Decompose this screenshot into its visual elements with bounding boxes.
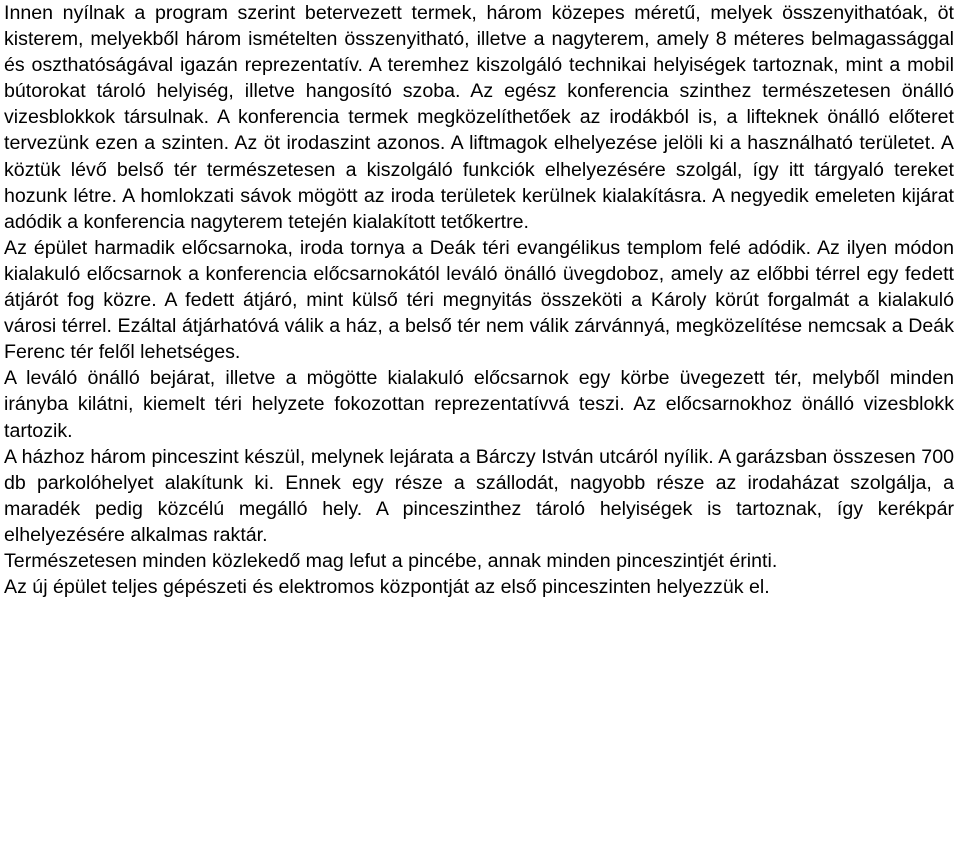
paragraph-conference-and-office-levels: Innen nyílnak a program szerint betervezett termek, három közepes méretű, melyek összenyithatóak, öt kisterem, melyekből három ismételten összenyitható, illetve a nagyterem, amely 8 méteres belmagassággal és oszthatóságával igazán reprezentatív. A teremhez kiszolgáló technikai helyiségek tartoznak, mint a mobil bútorokat tároló helyiség, illetve hangosító szoba. Az egész konferencia szinthez természetesen önálló vizesblokkok társulnak. A konferencia termek megközelíthetőek az irodákból is, a lifteknek önálló előteret tervezünk ezen a szinten. Az öt irodaszint azonos. A liftmagok elhelyezése jelöli ki a használható területet. A köztük lévő belső tér természetesen a kiszolgáló funkciók elhelyezésére szolgál, így itt tárgyaló tereket hozunk létre. A homlokzati sávok mögött az iroda területek kerülnek kialakításra. A negyedik emeleten kijárat adódik a konferencia nagyterem tetején kialakított tetőkertre.: [4, 2, 954, 233]
paragraph-basement-garage: A házhoz három pinceszint készül, melynek lejárata a Bárczy István utcáról nyílik. A garázsban összesen 700 db parkolóhelyet alakítunk ki. Ennek egy része a szállodát, nagyobb része az irodaházat szolgálja, a maradék pedig közcélú megálló hely. A pinceszinthez tároló helyiségek is tartoznak, így kerékpár elhelyezésére alkalmas raktár.: [4, 445, 954, 546]
paragraph-separate-entrance: A leváló önálló bejárat, illetve a mögötte kialakuló előcsarnok egy körbe üvegezett tér, melyből minden irányba kilátni, kiemelt téri helyzete fokozottan reprezentatívvá teszi. Az előcsarnokhoz önálló vizesblokk tartozik.: [4, 367, 954, 442]
paragraph-third-lobby: Az épület harmadik előcsarnoka, iroda tornya a Deák téri evangélikus templom felé adódik. Az ilyen módon kialakuló előcsarnok a konferencia előcsarnokától leváló önálló üvegdoboz, amely az előbbi térrel egy fedett átjárót fog közre. A fedett átjáró, mint külső téri megnyitás összeköti a Károly körút forgalmát a kialakuló városi térrel. Ezáltal átjárhatóvá válik a ház, a belső tér nem válik zárvánnyá, megközelítése nemcsak a Deák Ferenc tér felől lehetséges.: [4, 236, 954, 364]
paragraph-mechanical-centre: Az új épület teljes gépészeti és elektromos központját az első pinceszinten helyezzük el.: [4, 576, 770, 599]
paragraph-cores-to-basement: Természetesen minden közlekedő mag lefut a pincébe, annak minden pinceszintjét érinti.: [4, 549, 778, 572]
